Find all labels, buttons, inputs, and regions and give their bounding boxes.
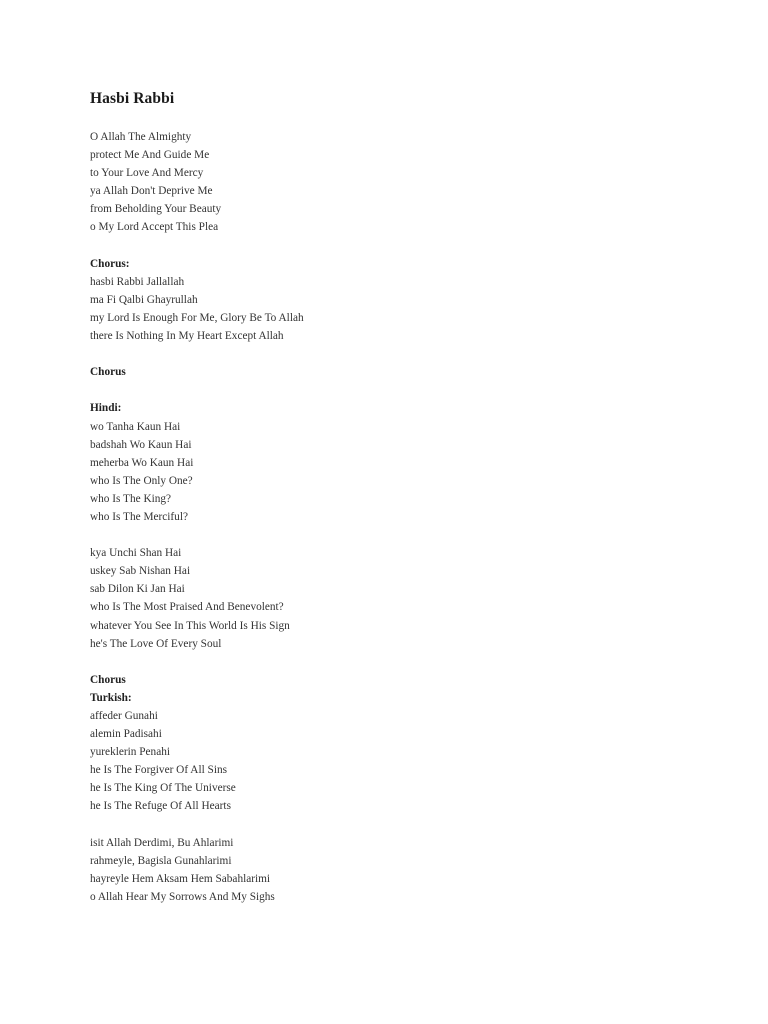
lyric-line: ma Fi Qalbi Ghayrullah	[90, 293, 198, 306]
blank-line	[90, 381, 304, 399]
lyric-line: there Is Nothing In My Heart Except Allah	[90, 330, 284, 343]
lyric-line: he Is The Refuge Of All Hearts	[90, 800, 231, 813]
blank-line	[90, 237, 304, 255]
lyrics-body	[90, 128, 304, 906]
section-heading: Chorus:	[90, 257, 130, 270]
lyric-line: alemin Padisahi	[90, 728, 162, 741]
lyric-line: he Is The King Of The Universe	[90, 782, 236, 795]
lyric-line: ya Allah Don't Deprive Me	[90, 185, 213, 198]
lyric-line: O Allah The Almighty	[90, 131, 192, 143]
lyric-line: from Beholding Your Beauty	[90, 203, 222, 216]
lyric-line: o Allah Hear My Sorrows And My Sighs	[90, 890, 275, 903]
lyric-line: yureklerin Penahi	[90, 746, 170, 759]
lyric-line: who Is The Only One?	[90, 474, 193, 487]
lyric-line: wo Tanha Kaun Hai	[90, 420, 181, 433]
lyric-line: protect Me And Guide Me	[90, 149, 210, 162]
lyric-line: he's The Love Of Every Soul	[90, 637, 222, 650]
lyric-line: who Is The Merciful?	[90, 510, 188, 523]
blank-line	[90, 345, 304, 363]
lyric-line: who Is The Most Praised And Benevolent?	[90, 601, 284, 614]
lyric-line: he Is The Forgiver Of All Sins	[90, 764, 228, 777]
section-heading: Hindi:	[90, 402, 122, 415]
lyric-line: hasbi Rabbi Jallallah	[90, 275, 185, 288]
section-heading: Chorus	[90, 673, 126, 686]
lyric-line: uskey Sab Nishan Hai	[90, 565, 191, 578]
section-heading: Turkish:	[90, 691, 132, 704]
blank-line	[90, 526, 304, 544]
document-title: Hasbi Rabbi	[90, 90, 175, 107]
blank-line	[90, 816, 304, 834]
lyric-line: who Is The King?	[90, 492, 172, 505]
lyric-line: affeder Gunahi	[90, 710, 158, 722]
section-heading: Chorus	[90, 366, 126, 379]
lyric-line: sab Dilon Ki Jan Hai	[90, 583, 185, 596]
lyric-line: badshah Wo Kaun Hai	[90, 438, 192, 451]
lyric-line: kya Unchi Shan Hai	[90, 547, 182, 560]
lyric-line: meherba Wo Kaun Hai	[90, 456, 194, 469]
lyric-line: whatever You See In This World Is His Sign	[90, 619, 290, 632]
lyric-line: hayreyle Hem Aksam Hem Sabahlarimi	[90, 872, 271, 885]
lyric-line: my Lord Is Enough For Me, Glory Be To Allah	[90, 311, 304, 324]
lyric-line: to Your Love And Mercy	[90, 167, 204, 180]
lyric-line: o My Lord Accept This Plea	[90, 221, 219, 234]
lyric-line: isit Allah Derdimi, Bu Ahlarimi	[90, 836, 234, 849]
lyric-line: rahmeyle, Bagisla Gunahlarimi	[90, 854, 232, 867]
blank-line	[90, 653, 304, 671]
